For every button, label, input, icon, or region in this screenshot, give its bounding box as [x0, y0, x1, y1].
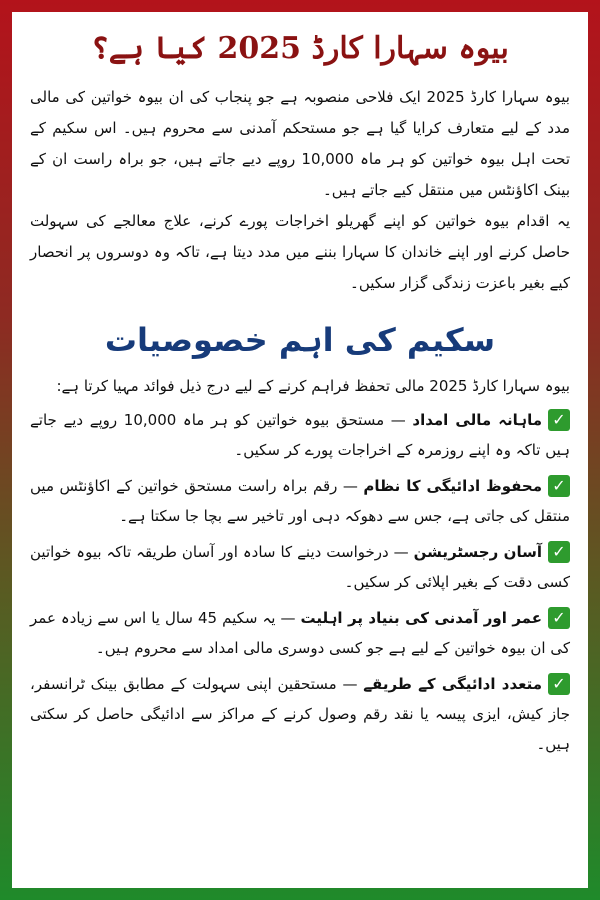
- check-icon: ✓: [548, 673, 570, 695]
- article-paragraph-2: یہ اقدام بیوہ خواتین کو اپنے گھریلو اخراجات پورے کرنے، علاج معالجے کی سہولت حاصل کرنے اور اپنے خاندان کا سہارا بننے میں مدد دیتا ہے، تاکہ وہ دوسروں پر انحصار کیے بغیر باعزت زندگی گزار سکیں۔: [30, 211, 570, 292]
- feature-text: — رقم براہ راست مستحق خواتین کے اکاؤنٹس میں منتقل کی جاتی ہے، جس سے دھوکہ دہی اور تاخیر سے بچا جا سکتا ہے۔: [30, 476, 570, 525]
- feature-item: [30, 603, 570, 663]
- features-intro: بیوہ سہارا کارڈ 2025 مالی تحفظ فراہم کرنے کے لیے درج ذیل فوائد مہیا کرتا ہے:: [56, 376, 570, 395]
- feature-text: — درخواست دینے کا سادہ اور آسان طریقہ تاکہ بیوہ خواتین کسی دقت کے بغیر اپلائی کر سکیں۔: [30, 542, 570, 591]
- feature-item: [30, 405, 570, 465]
- feature-item: [30, 537, 570, 597]
- features-list: [30, 405, 570, 759]
- feature-title: محفوظ ادائیگی کا نظام: [363, 476, 542, 495]
- article-paragraph-1: بیوہ سہارا کارڈ 2025 ایک فلاحی منصوبہ ہے جو پنجاب کی ان بیوہ خواتین کی مالی مدد کے لیے متعارف کرایا گیا ہے جو مستحکم آمدنی سے محروم ہیں۔ اس سکیم کے تحت اہل بیوہ خواتین کو ہر ماہ 10,000 روپے دیے جاتے ہیں، جو براہ راست ان کے بینک اکاؤنٹس میں منتقل کیے جاتے ہیں۔: [30, 87, 571, 199]
- feature-text: — مستحقین اپنی سہولت کے مطابق بینک ٹرانسفر، جاز کیش، ایزی پیسہ یا نقد رقم وصول کرنے کے مراکز سے ادائیگی حاصل کر سکتی ہیں۔: [30, 674, 570, 753]
- feature-title: متعدد ادائیگی کے طریقے: [363, 674, 542, 693]
- feature-item: [30, 669, 570, 759]
- feature-text: — یہ سکیم 45 سال یا اس سے زیادہ عمر کی ان بیوہ خواتین کے لیے ہے جو کسی دوسری مالی امداد سے محروم ہیں۔: [30, 608, 570, 657]
- check-icon: ✓: [548, 607, 570, 629]
- article-card: [12, 12, 588, 888]
- check-icon: ✓: [548, 409, 570, 431]
- features-heading: سکیم کی اہم خصوصیات: [104, 320, 496, 359]
- article-title: بیوہ سہارا کارڈ 2025 کیا ہے؟: [91, 31, 509, 66]
- feature-title: آسان رجسٹریشن: [413, 542, 542, 561]
- check-icon: ✓: [548, 541, 570, 563]
- feature-item: [30, 471, 570, 531]
- feature-title: عمر اور آمدنی کی بنیاد پر اہلیت: [300, 608, 542, 627]
- feature-text: — مستحق بیوہ خواتین کو ہر ماہ 10,000 روپے دیے جاتے ہیں تاکہ وہ اپنے روزمرہ کے اخراجات پورے کر سکیں۔: [30, 410, 570, 459]
- check-icon: ✓: [548, 475, 570, 497]
- feature-title: ماہانہ مالی امداد: [412, 410, 542, 429]
